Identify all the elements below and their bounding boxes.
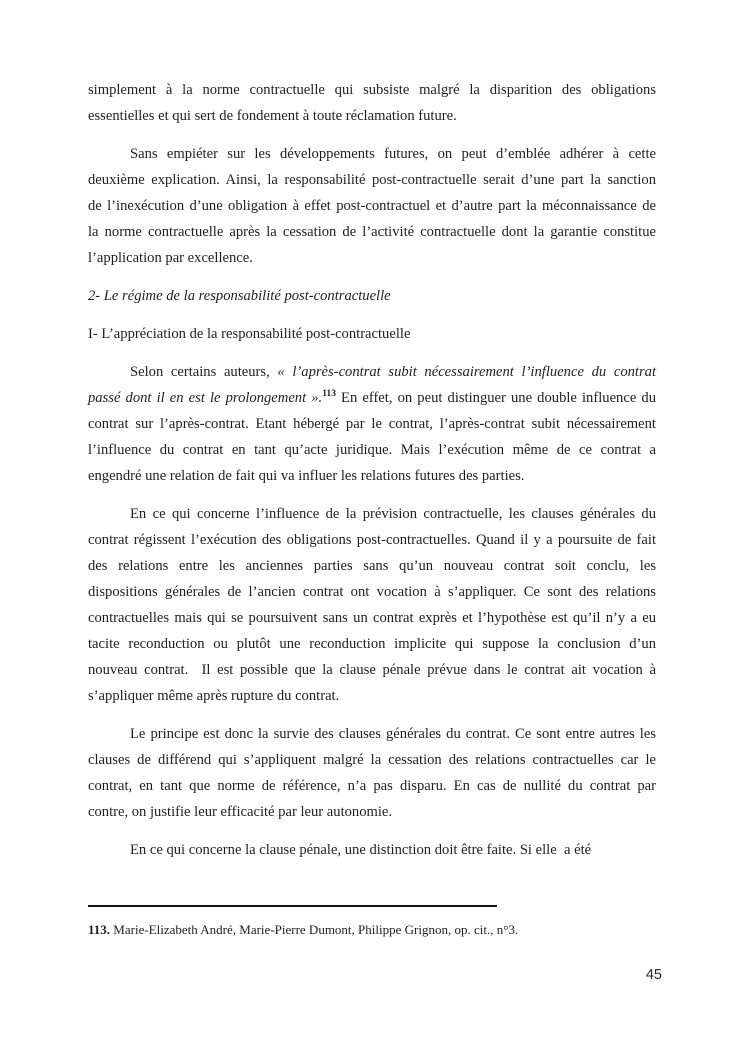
- text-line: [88, 385, 656, 411]
- text-line: contrat sur l’après-contrat. Etant hébergé par le contrat, l’après-contrat subit nécessairement: [88, 416, 656, 432]
- paragraph-3: [88, 359, 656, 489]
- text-line: l’application par excellence.: [88, 250, 253, 266]
- text-line: contractuelles mais qui se poursuivent sans un contrat exprès et l’hypothèse est qu’il n’y a eu: [88, 610, 656, 626]
- paragraph-4: [88, 501, 656, 709]
- quote-segment: passé dont il en est le prolongement ».: [88, 390, 323, 406]
- text-line: simplement à la norme contractuelle qui subsiste malgré la disparition des obligations: [88, 82, 656, 98]
- text-line: clauses de différend qui s’appliquent malgré la cessation des relations contractuelles car le: [88, 752, 656, 768]
- subsection-heading: I- L’appréciation de la responsabilité post-contractuelle: [88, 326, 411, 342]
- paragraph-2: [88, 141, 656, 271]
- paragraph-6: [88, 837, 656, 863]
- text-line: Sans empiéter sur les développements futures, on peut d’emblée adhérer à cette: [130, 146, 656, 162]
- quote-segment: « l’après-contrat subit nécessairement l’influence du contrat: [277, 364, 656, 380]
- text-line: contrat, en tant que norme de référence, n’a pas disparu. En cas de nullité du contrat par: [88, 778, 656, 794]
- section-heading: 2- Le régime de la responsabilité post-contractuelle: [88, 288, 391, 304]
- page-number: 45: [645, 967, 662, 983]
- footnote-number: 113.: [88, 922, 111, 937]
- text-line: [88, 359, 656, 385]
- text-line: des relations entre les anciennes parties sans qu’un nouveau contrat soit conclu, les: [88, 558, 656, 574]
- footnote-text: Marie-Elizabeth André, Marie-Pierre Dumont, Philippe Grignon, op. cit., n°3.: [110, 922, 519, 937]
- text-line: s’appliquer même après rupture du contrat.: [88, 688, 340, 704]
- text-line: contrat régissent l’exécution des obligations post-contractuelles. Quand il y a poursuite de fait: [88, 532, 656, 548]
- text-line: contre, on justifie leur efficacité par leur autonomie.: [88, 804, 393, 820]
- text-line: Le principe est donc la survie des clauses générales du contrat. Ce sont entre autres les: [130, 726, 656, 742]
- text-line: essentielles et qui sert de fondement à toute réclamation future.: [88, 108, 457, 124]
- text-line: deuxième explication. Ainsi, la responsabilité post-contractuelle serait d’une part la sanction: [88, 172, 656, 188]
- text-line: En ce qui concerne la clause pénale, une distinction doit être faite. Si elle a été: [130, 842, 592, 858]
- text-line: nouveau contrat. Il est possible que la clause pénale prévue dans le contrat ait vocation à: [88, 662, 656, 678]
- text-line: engendré une relation de fait qui va influer les relations futures des parties.: [88, 468, 525, 484]
- text-line: dispositions générales de l’ancien contrat ont vocation à s’appliquer. Ce sont des relations: [88, 584, 656, 600]
- text-line: l’influence du contrat en tant qu’acte juridique. Mais l’exécution même de ce contrat a: [88, 442, 656, 458]
- text-line: de l’inexécution d’une obligation à effet post-contractuel et d’autre part la méconnaissance de: [88, 198, 656, 214]
- text-segment: Selon certains auteurs,: [130, 364, 278, 380]
- text-line: tacite reconduction ou plutôt une reconduction implicite qui suppose la conclusion d’un: [88, 636, 656, 652]
- paragraph-1: [88, 77, 656, 129]
- paragraph-5: [88, 721, 656, 825]
- text-segment: En effet, on peut distinguer une double influence du: [335, 390, 656, 406]
- text-line: En ce qui concerne l’influence de la prévision contractuelle, les clauses générales du: [130, 506, 656, 522]
- footnote-separator: [88, 905, 497, 907]
- page-body: [88, 77, 656, 875]
- footnote: [88, 921, 656, 939]
- footnote-reference: 113: [322, 389, 336, 399]
- text-line: la norme contractuelle après la cessation de l’activité contractuelle dont la garantie constitue: [88, 224, 656, 240]
